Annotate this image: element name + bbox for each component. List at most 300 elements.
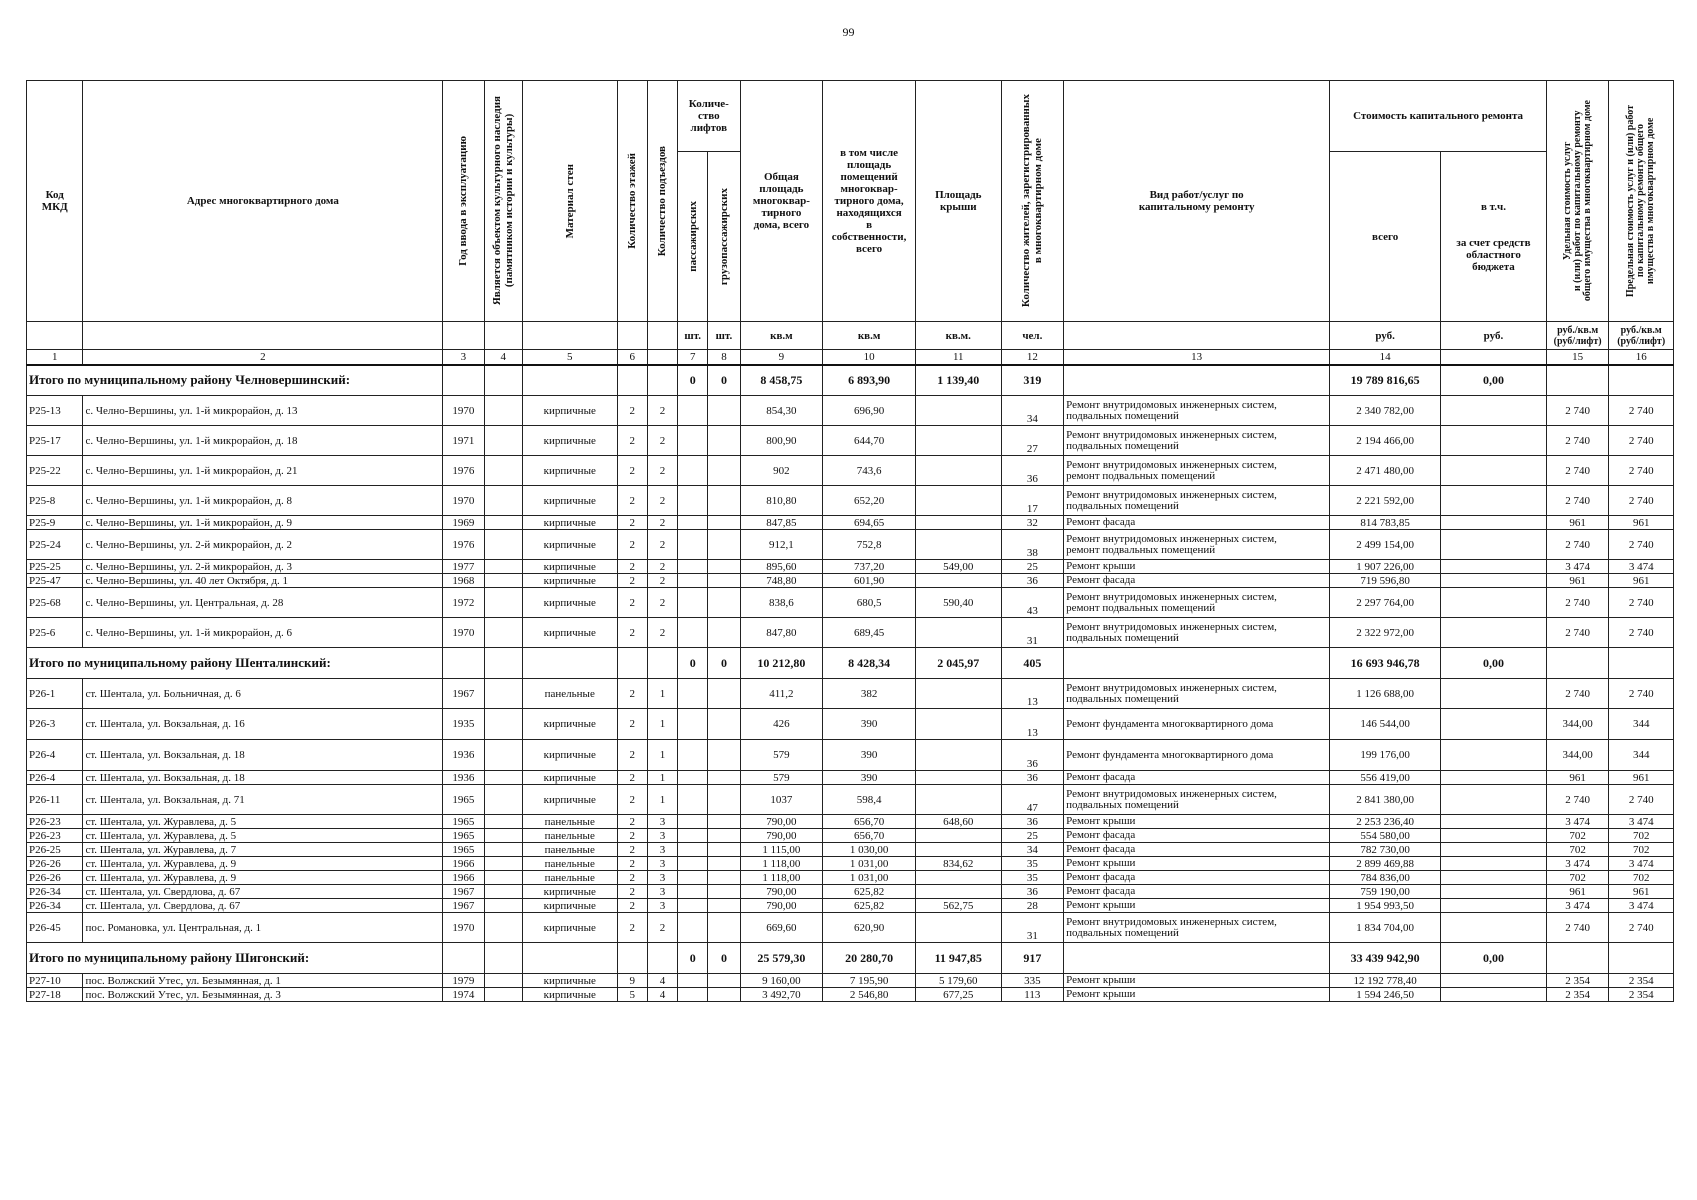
cost-total: 33 439 942,90 [1330, 943, 1441, 974]
address: с. Челно-Вершины, ул. 2-й микрорайон, д. 3 [83, 560, 443, 574]
residents: 25 [1001, 829, 1063, 843]
subtotal-row [27, 648, 1674, 679]
wall-material: кирпичные [522, 988, 617, 1002]
roof-area [915, 618, 1001, 648]
mkd-code: Р26-4 [27, 740, 83, 771]
col-owned-area-header: в том числе площадь помещений многоквар- тирного дома, находящихся в собственности, всего [823, 81, 916, 322]
roof-area [915, 396, 1001, 426]
table-row [27, 871, 1674, 885]
col-number: 3 [443, 350, 484, 365]
address: ст. Шентала, ул. Свердлова, д. 67 [83, 885, 443, 899]
col-residents-header: Количество жителей, зарегистрированных в многоквартирном доме [1020, 94, 1045, 308]
work-type: Ремонт внутридомовых инженерных систем, подвальных помещений [1064, 785, 1330, 815]
roof-area: 677,25 [915, 988, 1001, 1002]
cost-total: 2 297 764,00 [1330, 588, 1441, 618]
empty-cell [708, 396, 740, 426]
empty-cell [678, 396, 708, 426]
floors: 2 [617, 899, 647, 913]
owned-area: 737,20 [823, 560, 916, 574]
unit-cost: 961 [1546, 885, 1608, 899]
col-material-header: Материал стен [563, 163, 576, 239]
unit-people: чел. [1001, 322, 1063, 350]
mkd-code: Р25-25 [27, 560, 83, 574]
cost-regional: 0,00 [1441, 365, 1547, 396]
col-number: 11 [915, 350, 1001, 365]
owned-area: 1 031,00 [823, 857, 916, 871]
empty-cell [1441, 396, 1547, 426]
col-work-type-header: Вид работ/услуг по капитальному ремонту [1064, 81, 1330, 322]
residents: 28 [1001, 899, 1063, 913]
unit-cost: 2 740 [1546, 913, 1608, 943]
empty-cell [1441, 530, 1547, 560]
address: с. Челно-Вершины, ул. 1-й микрорайон, д. 18 [83, 426, 443, 456]
residents: 43 [1001, 588, 1063, 618]
mkd-code: Р26-25 [27, 843, 83, 857]
empty-cell [708, 871, 740, 885]
empty-cell [1441, 913, 1547, 943]
wall-material: кирпичные [522, 486, 617, 516]
table-row [27, 857, 1674, 871]
subtotal-title: Итого по муниципальному району Челновершинский: [27, 365, 443, 396]
year-built: 1965 [443, 815, 484, 829]
table-row [27, 885, 1674, 899]
floors: 2 [617, 857, 647, 871]
floors: 2 [617, 913, 647, 943]
empty-cell [678, 913, 708, 943]
table-row [27, 843, 1674, 857]
work-type: Ремонт внутридомовых инженерных систем, ремонт подвальных помещений [1064, 456, 1330, 486]
unit-sqm: кв.м [740, 322, 823, 350]
empty-cell [1441, 988, 1547, 1002]
entrances: 2 [647, 426, 677, 456]
address: с. Челно-Вершины, ул. 1-й микрорайон, д. 21 [83, 456, 443, 486]
entrances: 2 [647, 396, 677, 426]
owned-area: 696,90 [823, 396, 916, 426]
empty-cell [1064, 648, 1330, 679]
total-area: 3 492,70 [740, 988, 823, 1002]
mkd-code: Р27-18 [27, 988, 83, 1002]
col-number: 8 [708, 350, 740, 365]
empty-cell [708, 885, 740, 899]
empty-cell [678, 974, 708, 988]
entrances: 4 [647, 974, 677, 988]
wall-material: кирпичные [522, 574, 617, 588]
empty-cell [1546, 365, 1608, 396]
empty-cell [522, 365, 617, 396]
entrances: 2 [647, 530, 677, 560]
empty-cell [484, 648, 522, 679]
max-cost: 344 [1609, 709, 1674, 740]
table-row [27, 456, 1674, 486]
roof-area: 590,40 [915, 588, 1001, 618]
col-unit-cost-header: Удельная стоимость услуг и (или) работ по капитальному ремонту общего имущества в многоквартирном доме [1561, 100, 1593, 302]
mkd-code: Р25-13 [27, 396, 83, 426]
empty-cell [1441, 618, 1547, 648]
year-built: 1970 [443, 486, 484, 516]
owned-area: 390 [823, 771, 916, 785]
work-type: Ремонт фасада [1064, 829, 1330, 843]
roof-area [915, 740, 1001, 771]
residents: 405 [1001, 648, 1063, 679]
residents: 36 [1001, 771, 1063, 785]
roof-area [915, 679, 1001, 709]
owned-area: 382 [823, 679, 916, 709]
mkd-code: Р25-6 [27, 618, 83, 648]
unit-cost: 702 [1546, 843, 1608, 857]
unit-cost: 2 354 [1546, 974, 1608, 988]
max-cost: 2 740 [1609, 426, 1674, 456]
roof-area [915, 829, 1001, 843]
cost-total: 814 783,85 [1330, 516, 1441, 530]
total-area: 1037 [740, 785, 823, 815]
floors: 2 [617, 426, 647, 456]
cost-regional: 0,00 [1441, 648, 1547, 679]
roof-area: 2 045,97 [915, 648, 1001, 679]
empty-cell [617, 943, 647, 974]
empty-cell [484, 740, 522, 771]
wall-material: кирпичные [522, 618, 617, 648]
empty-cell [1441, 560, 1547, 574]
empty-cell [678, 829, 708, 843]
col-number: 2 [83, 350, 443, 365]
year-built: 1967 [443, 679, 484, 709]
cost-total: 719 596,80 [1330, 574, 1441, 588]
empty-cell [678, 988, 708, 1002]
entrances: 1 [647, 785, 677, 815]
table-body [27, 365, 1674, 1002]
roof-area [915, 885, 1001, 899]
unit-cost: 3 474 [1546, 899, 1608, 913]
mkd-code: Р25-47 [27, 574, 83, 588]
capital-repair-table [26, 80, 1674, 1002]
floors: 2 [617, 588, 647, 618]
empty-cell [443, 943, 484, 974]
mkd-code: Р26-26 [27, 857, 83, 871]
mkd-code: Р25-9 [27, 516, 83, 530]
col-number: 12 [1001, 350, 1063, 365]
entrances: 3 [647, 871, 677, 885]
max-cost: 961 [1609, 771, 1674, 785]
year-built: 1936 [443, 771, 484, 785]
wall-material: кирпичные [522, 771, 617, 785]
address: с. Челно-Вершины, ул. 1-й микрорайон, д. 8 [83, 486, 443, 516]
empty-cell [708, 530, 740, 560]
unit-cost: 2 740 [1546, 426, 1608, 456]
unit-cost: 2 740 [1546, 456, 1608, 486]
empty-cell [1441, 899, 1547, 913]
owned-area: 390 [823, 709, 916, 740]
cost-total: 19 789 816,65 [1330, 365, 1441, 396]
wall-material: кирпичные [522, 530, 617, 560]
empty-cell [678, 899, 708, 913]
owned-area: 625,82 [823, 885, 916, 899]
owned-area: 652,20 [823, 486, 916, 516]
address: ст. Шентала, ул. Вокзальная, д. 16 [83, 709, 443, 740]
empty-cell [443, 365, 484, 396]
cost-total: 2 841 380,00 [1330, 785, 1441, 815]
mkd-code: Р25-17 [27, 426, 83, 456]
total-area: 912,1 [740, 530, 823, 560]
residents: 31 [1001, 618, 1063, 648]
mkd-code: Р25-24 [27, 530, 83, 560]
empty-cell [708, 857, 740, 871]
address: пос. Волжский Утес, ул. Безымянная, д. 1 [83, 974, 443, 988]
wall-material: панельные [522, 871, 617, 885]
empty-cell [484, 913, 522, 943]
cost-total: 2 499 154,00 [1330, 530, 1441, 560]
wall-material: кирпичные [522, 913, 617, 943]
unit-cost: 3 474 [1546, 815, 1608, 829]
owned-area: 620,90 [823, 913, 916, 943]
total-area: 1 118,00 [740, 871, 823, 885]
owned-area: 656,70 [823, 829, 916, 843]
unit-cost: 702 [1546, 829, 1608, 843]
empty-cell [484, 857, 522, 871]
mkd-code: Р26-4 [27, 771, 83, 785]
work-type: Ремонт фасада [1064, 843, 1330, 857]
empty-cell [678, 885, 708, 899]
empty-cell [484, 530, 522, 560]
mkd-code: Р27-10 [27, 974, 83, 988]
entrances: 3 [647, 829, 677, 843]
residents: 13 [1001, 679, 1063, 709]
entrances: 1 [647, 709, 677, 740]
empty-cell [678, 588, 708, 618]
empty-cell [1441, 588, 1547, 618]
work-type: Ремонт крыши [1064, 560, 1330, 574]
empty-cell [617, 648, 647, 679]
entrances: 3 [647, 815, 677, 829]
unit-sqm: кв.м. [915, 322, 1001, 350]
cost-total: 2 471 480,00 [1330, 456, 1441, 486]
empty-cell [1441, 679, 1547, 709]
residents: 319 [1001, 365, 1063, 396]
empty-cell [678, 785, 708, 815]
roof-area [915, 486, 1001, 516]
max-cost: 961 [1609, 516, 1674, 530]
table-row [27, 815, 1674, 829]
empty-cell [484, 426, 522, 456]
roof-area [915, 771, 1001, 785]
total-area: 790,00 [740, 829, 823, 843]
empty-cell [708, 913, 740, 943]
cost-total: 556 419,00 [1330, 771, 1441, 785]
subtotal-row [27, 943, 1674, 974]
owned-area: 20 280,70 [823, 943, 916, 974]
floors: 2 [617, 560, 647, 574]
year-built: 1974 [443, 988, 484, 1002]
year-built: 1965 [443, 785, 484, 815]
mkd-code: Р26-11 [27, 785, 83, 815]
wall-material: панельные [522, 815, 617, 829]
residents: 36 [1001, 740, 1063, 771]
cost-total: 1 834 704,00 [1330, 913, 1441, 943]
residents: 38 [1001, 530, 1063, 560]
work-type: Ремонт фасада [1064, 516, 1330, 530]
entrances: 4 [647, 988, 677, 1002]
address: с. Челно-Вершины, ул. 1-й микрорайон, д. 6 [83, 618, 443, 648]
cost-total: 16 693 946,78 [1330, 648, 1441, 679]
year-built: 1972 [443, 588, 484, 618]
owned-area: 752,8 [823, 530, 916, 560]
total-area: 25 579,30 [740, 943, 823, 974]
freight-lifts: 0 [708, 943, 740, 974]
floors: 2 [617, 815, 647, 829]
total-area: 426 [740, 709, 823, 740]
max-cost: 702 [1609, 843, 1674, 857]
work-type: Ремонт внутридомовых инженерных систем, подвальных помещений [1064, 679, 1330, 709]
work-type: Ремонт внутридомовых инженерных систем, ремонт подвальных помещений [1064, 588, 1330, 618]
col-cost-regional-header: в т.ч. за счет средств областного бюджета [1441, 152, 1547, 322]
owned-area: 1 031,00 [823, 871, 916, 885]
empty-cell [1064, 365, 1330, 396]
roof-area: 562,75 [915, 899, 1001, 913]
empty-cell [678, 815, 708, 829]
col-address-header: Адрес многоквартирного дома [83, 81, 443, 322]
empty-cell [1441, 974, 1547, 988]
empty-cell [1064, 943, 1330, 974]
cost-total: 146 544,00 [1330, 709, 1441, 740]
total-area: 9 160,00 [740, 974, 823, 988]
floors: 2 [617, 843, 647, 857]
year-built: 1966 [443, 871, 484, 885]
col-number: 10 [823, 350, 916, 365]
entrances: 2 [647, 516, 677, 530]
empty-cell [708, 516, 740, 530]
max-cost: 3 474 [1609, 560, 1674, 574]
roof-area: 648,60 [915, 815, 1001, 829]
owned-area: 689,45 [823, 618, 916, 648]
mkd-code: Р26-26 [27, 871, 83, 885]
subtotal-title: Итого по муниципальному району Шенталинский: [27, 648, 443, 679]
work-type: Ремонт фасада [1064, 771, 1330, 785]
empty-cell [708, 771, 740, 785]
cost-total: 1 954 993,50 [1330, 899, 1441, 913]
wall-material: кирпичные [522, 588, 617, 618]
unit-cost: 2 740 [1546, 679, 1608, 709]
table-row [27, 618, 1674, 648]
page-number: 99 [842, 25, 855, 39]
max-cost: 2 740 [1609, 456, 1674, 486]
total-area: 854,30 [740, 396, 823, 426]
floors: 2 [617, 530, 647, 560]
table-row [27, 574, 1674, 588]
col-number: 9 [740, 350, 823, 365]
wall-material: кирпичные [522, 560, 617, 574]
col-number: 7 [678, 350, 708, 365]
empty-cell [617, 365, 647, 396]
total-area: 748,80 [740, 574, 823, 588]
mkd-code: Р26-23 [27, 815, 83, 829]
floors: 2 [617, 771, 647, 785]
unit-rub: руб. [1330, 322, 1441, 350]
empty-cell [484, 843, 522, 857]
year-built: 1935 [443, 709, 484, 740]
cost-total: 2 322 972,00 [1330, 618, 1441, 648]
work-type: Ремонт крыши [1064, 974, 1330, 988]
work-type: Ремонт внутридомовых инженерных систем, подвальных помещений [1064, 426, 1330, 456]
wall-material: панельные [522, 679, 617, 709]
year-built: 1979 [443, 974, 484, 988]
year-built: 1970 [443, 913, 484, 943]
residents: 35 [1001, 857, 1063, 871]
year-built: 1970 [443, 618, 484, 648]
address: с. Челно-Вершины, ул. 1-й микрорайон, д. 13 [83, 396, 443, 426]
owned-area: 694,65 [823, 516, 916, 530]
empty-cell [708, 988, 740, 1002]
total-area: 1 115,00 [740, 843, 823, 857]
floors: 2 [617, 785, 647, 815]
unit-cost: 961 [1546, 574, 1608, 588]
empty-cell [1609, 365, 1674, 396]
entrances: 1 [647, 740, 677, 771]
col-year-header: Год ввода в эксплуатацию [457, 136, 470, 266]
passenger-lifts: 0 [678, 365, 708, 396]
floors: 2 [617, 516, 647, 530]
year-built: 1976 [443, 530, 484, 560]
empty-cell [708, 560, 740, 574]
empty-cell [708, 679, 740, 709]
empty-cell [678, 709, 708, 740]
empty-cell [1441, 771, 1547, 785]
address: ст. Шентала, ул. Вокзальная, д. 18 [83, 771, 443, 785]
unit-cost: 2 740 [1546, 396, 1608, 426]
wall-material: кирпичные [522, 456, 617, 486]
empty-cell [1441, 426, 1547, 456]
table-row [27, 829, 1674, 843]
year-built: 1969 [443, 516, 484, 530]
address: ст. Шентала, ул. Больничная, д. 6 [83, 679, 443, 709]
empty-cell [484, 974, 522, 988]
col-freight-header: грузопассажирских [717, 187, 730, 286]
passenger-lifts: 0 [678, 648, 708, 679]
empty-cell [484, 943, 522, 974]
residents: 36 [1001, 885, 1063, 899]
unit-cost: 2 354 [1546, 988, 1608, 1002]
col-number: 4 [484, 350, 522, 365]
table-row [27, 988, 1674, 1002]
cost-total: 2 221 592,00 [1330, 486, 1441, 516]
owned-area: 7 195,90 [823, 974, 916, 988]
wall-material: кирпичные [522, 740, 617, 771]
work-type: Ремонт фасада [1064, 885, 1330, 899]
residents: 31 [1001, 913, 1063, 943]
residents: 36 [1001, 574, 1063, 588]
owned-area: 598,4 [823, 785, 916, 815]
address: пос. Романовка, ул. Центральная, д. 1 [83, 913, 443, 943]
entrances: 3 [647, 857, 677, 871]
max-cost: 2 740 [1609, 588, 1674, 618]
max-cost: 2 354 [1609, 988, 1674, 1002]
wall-material: панельные [522, 843, 617, 857]
owned-area: 8 428,34 [823, 648, 916, 679]
residents: 36 [1001, 456, 1063, 486]
address: ст. Шентала, ул. Журавлева, д. 5 [83, 815, 443, 829]
total-area: 411,2 [740, 679, 823, 709]
residents: 34 [1001, 843, 1063, 857]
empty-cell [708, 899, 740, 913]
roof-area [915, 843, 1001, 857]
floors: 9 [617, 974, 647, 988]
col-total-area-header: Общая площадь многоквар- тирного дома, всего [740, 81, 823, 322]
mkd-code: Р26-23 [27, 829, 83, 843]
empty-cell [678, 560, 708, 574]
col-number [1441, 350, 1547, 365]
col-code-header: Код МКД [27, 81, 83, 322]
max-cost: 961 [1609, 574, 1674, 588]
empty-cell [708, 574, 740, 588]
address: ст. Шентала, ул. Журавлева, д. 5 [83, 829, 443, 843]
